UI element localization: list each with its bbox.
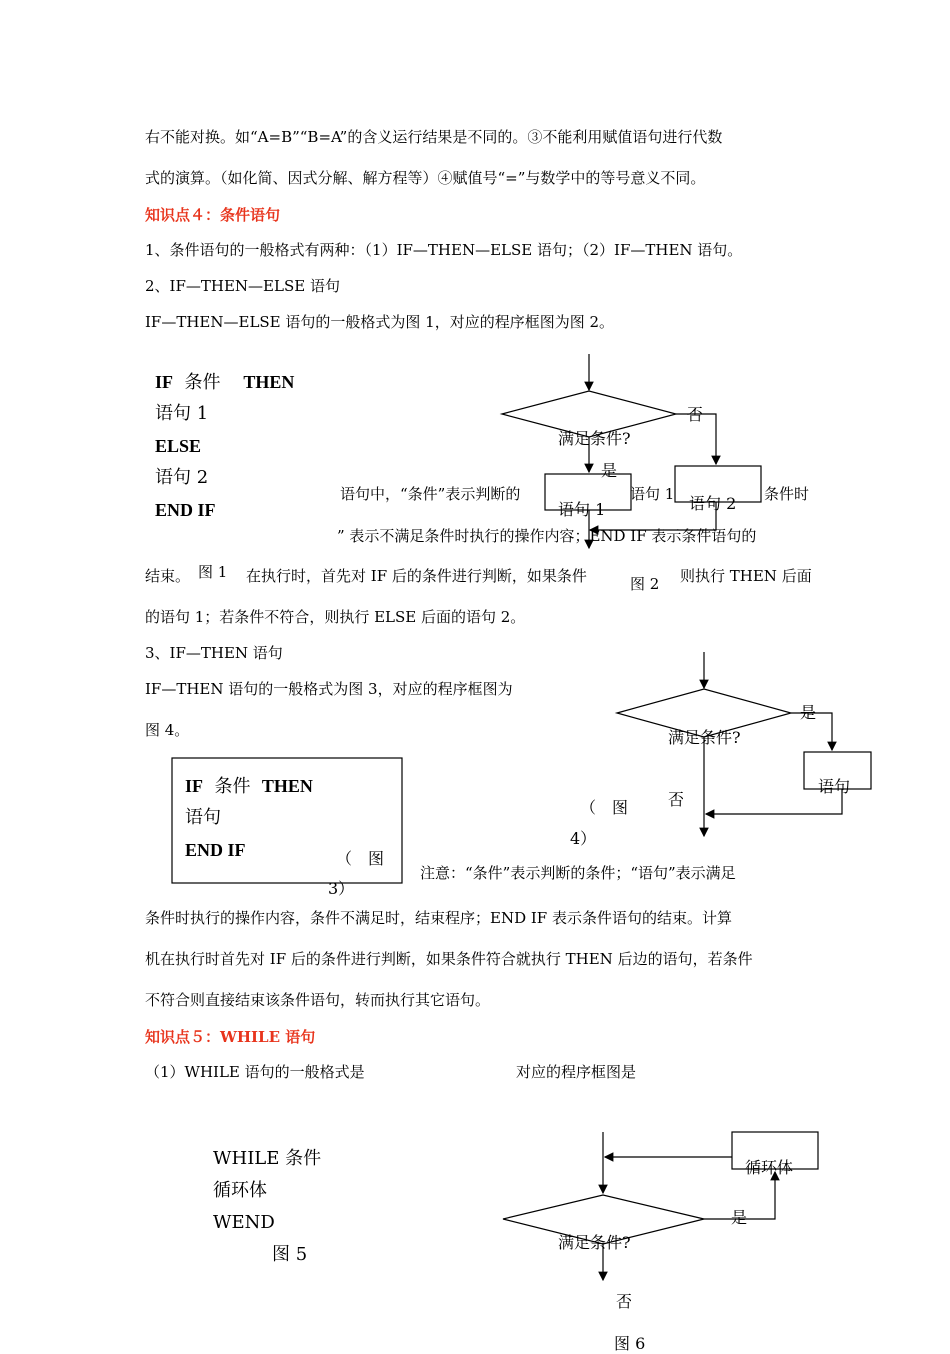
fig2-no-label: 否 [687,405,704,424]
fig2-decision-label: 满足条件? [558,429,631,448]
fig5-line1: WHILE 条件 [213,1148,322,1169]
fig1-line3: ELSE [155,436,202,456]
paragraph-1: 右不能对换。如“A=B”“B=A”的含义运行结果是不同的。③不能利用赋值语句进行代数 [145,128,723,146]
fig1-line2: 语句 1 [155,403,209,424]
section-heading-4: 知识点４：条件语句 [145,206,281,224]
section-heading-5: 知识点５：WHILE 语句 [145,1028,316,1046]
fig3-if-keyword: IF [185,776,203,796]
fig2-caption: 图 2 [630,575,660,593]
paragraph-17a: （1）WHILE 语句的一般格式是 [145,1063,365,1081]
fig3-line3: END IF [185,840,246,860]
fig6-box-label: 循环体 [745,1158,794,1177]
paragraph-7a: ” 表示不满足条件时执行的操作内容；END IF 表示条件语句的 [337,527,757,545]
fig4-no-label: 否 [668,790,685,809]
fig4-box-label: 语句 [818,777,851,796]
fig4-yes-label: 是 [800,703,817,722]
paragraph-10: 3、IF—THEN 语句 [145,644,283,662]
paragraph-11: IF—THEN 语句的一般格式为图 3，对应的程序框图为 [145,680,513,698]
paragraph-15: 机在执行时首先对 IF 后的条件进行判断，如果条件符合就执行 THEN 后边的语句，若条件 [145,950,753,968]
fig4-decision-label: 满足条件? [668,728,741,747]
fig3-condition: 条件 [214,776,251,797]
fig6-yes-label: 是 [731,1208,748,1227]
fig3-then-keyword: THEN [261,776,313,796]
paragraph-2: 式的演算。（如化简、因式分解、解方程等）④赋值号“=”与数学中的等号意义不同。 [145,169,706,187]
paragraph-8c: 则执行 THEN 后面 [680,567,812,585]
paragraph-8a: 结束。 [145,567,191,585]
fig4-flowchart [617,652,871,836]
fig2-yes-label: 是 [601,461,618,480]
fig4-caption-b: 4） [570,829,597,848]
fig3-line1 [185,776,313,797]
fig1-line5: END IF [155,500,216,520]
fig1-line4: 语句 2 [155,467,209,488]
paragraph-9: 的语句 1；若条件不符合，则执行 ELSE 后面的语句 2。 [145,608,526,626]
fig2-box1-label: 语句 1 [558,500,606,519]
paragraph-6a: 语句中，“条件”表示判断的 [340,485,521,503]
fig3-line2: 语句 [185,807,221,828]
fig5-caption: 图 5 [272,1244,308,1265]
fig6-no-label: 否 [616,1292,633,1311]
fig1-then-keyword: THEN [243,372,295,392]
paragraph-12: 图 4。 [145,721,190,739]
fig4-caption-a: （ 图 [580,798,629,817]
paragraph-6c: 条件时 [764,485,810,503]
fig6-decision-label: 满足条件? [558,1233,631,1252]
fig1-if-keyword: IF [155,372,173,392]
paragraph-3: 1、条件语句的一般格式有两种：（1）IF—THEN—ELSE 语句；（2）IF—THEN 语句。 [145,241,743,259]
paragraph-16: 不符合则直接结束该条件语句，转而执行其它语句。 [145,991,491,1009]
fig3-caption-b: 3） [328,879,355,898]
fig6-caption: 图 6 [614,1334,646,1353]
fig3-caption-a: （ 图 [336,849,385,868]
fig5-line2: 循环体 [213,1180,267,1201]
fig1-caption: 图 1 [198,563,228,581]
fig2-box2-label: 语句 2 [689,494,737,513]
fig1-condition: 条件 [184,372,221,393]
paragraph-8b: 在执行时，首先对 IF 后的条件进行判断，如果条件 [246,567,587,585]
paragraph-14: 条件时执行的操作内容，条件不满足时，结束程序；END IF 表示条件语句的结束。计算 [145,909,732,927]
fig2-flowchart [502,354,761,548]
paragraph-17b: 对应的程序框图是 [516,1063,637,1081]
fig5-line3: WEND [213,1212,275,1233]
paragraph-6b: 语句 1 [630,485,675,503]
paragraph-4: 2、IF—THEN—ELSE 语句 [145,277,340,295]
paragraph-13: 注意：“条件”表示判断的条件；“语句”表示满足 [420,864,736,882]
paragraph-5: IF—THEN—ELSE 语句的一般格式为图 1，对应的程序框图为图 2。 [145,313,615,331]
